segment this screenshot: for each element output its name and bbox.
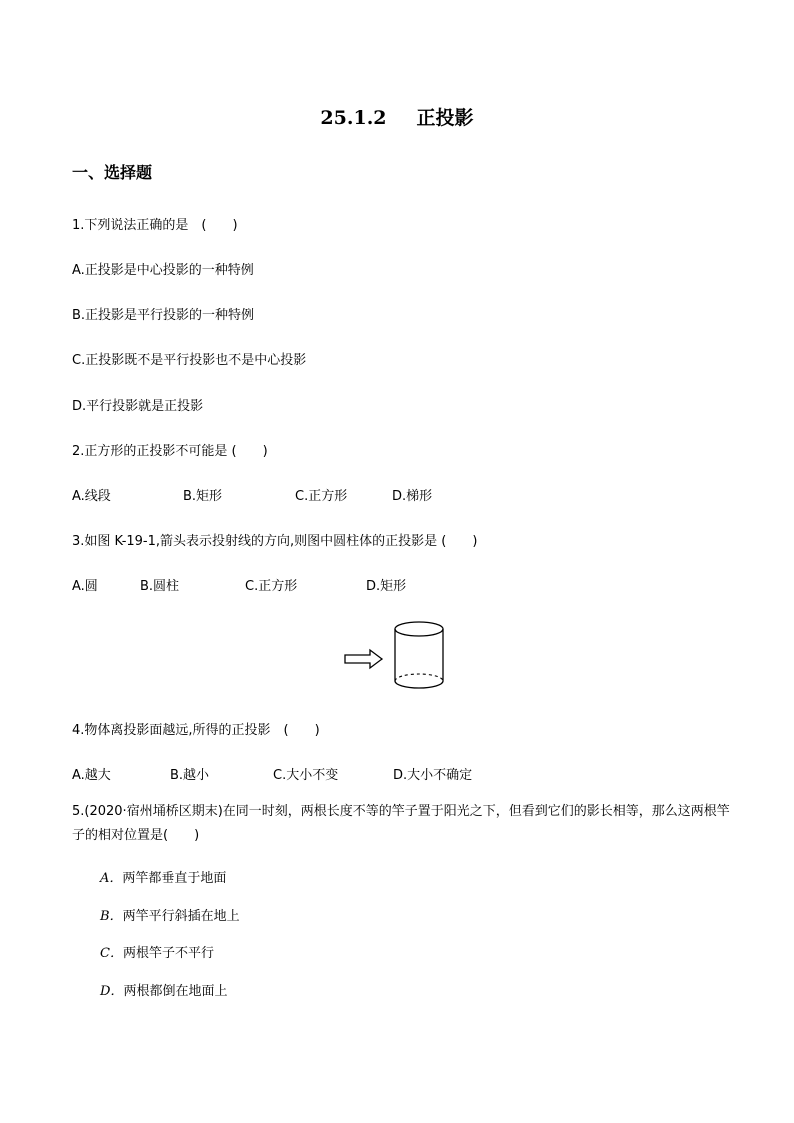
cylinder-icon [395, 622, 443, 688]
question-4-option-d: D.大小不确定 [393, 768, 473, 783]
option-letter: B． [100, 909, 123, 924]
question-5-stem: 5.(2020·宿州埇桥区期末)在同一时刻，两根长度不等的竿子置于阳光之下，但看到它们的影长相等，那么这两根竿子的相对位置是( ) [72, 804, 730, 843]
title-text: 正投影 [416, 107, 474, 129]
option-letter: A． [100, 871, 123, 886]
figure-svg [340, 617, 450, 695]
question-3-option-c: C.正方形 [245, 579, 298, 594]
question-3-option-d: D.矩形 [366, 579, 407, 594]
question-1-option-c: C.正投影既不是平行投影也不是中心投影 [72, 353, 307, 368]
question-4-stem: 4.物体离投影面越远,所得的正投影 ( ) [72, 723, 320, 738]
question-3-stem: 3.如图 K-19-1,箭头表示投射线的方向,则图中圆柱体的正投影是 ( ) [72, 534, 478, 549]
question-1-stem: 1.下列说法正确的是 ( ) [72, 218, 238, 233]
question-2-option-d: D.梯形 [392, 489, 433, 504]
option-text: 两竿平行斜插在地上 [122, 909, 240, 924]
question-5-option-c [100, 942, 214, 961]
question-2-stem: 2.正方形的正投影不可能是 ( ) [72, 444, 268, 459]
question-3-figure [340, 617, 450, 699]
question-2-option-b: B.矩形 [183, 489, 223, 504]
option-text: 两根都倒在地面上 [123, 984, 228, 999]
question-3-option-b: B.圆柱 [140, 579, 180, 594]
question-4-option-c: C.大小不变 [273, 768, 339, 783]
section-heading: 一、选择题 [72, 163, 153, 182]
question-1-option-b: B.正投影是平行投影的一种特例 [72, 308, 255, 323]
question-2-option-c: C.正方形 [295, 489, 348, 504]
arrow-icon [345, 650, 382, 668]
question-5-option-b [100, 905, 240, 924]
question-5-option-d [100, 980, 227, 999]
option-letter: C． [100, 946, 123, 961]
question-2-option-a: A.线段 [72, 489, 111, 504]
page-title [0, 103, 794, 130]
question-3-option-a: A.圆 [72, 579, 98, 594]
question-1-option-a: A.正投影是中心投影的一种特例 [72, 263, 254, 278]
option-text: 两竿都垂直于地面 [122, 871, 227, 886]
option-letter: D． [100, 984, 124, 999]
question-5-option-a [100, 867, 226, 886]
option-text: 两根竿子不平行 [122, 946, 214, 961]
question-4-option-a: A.越大 [72, 768, 111, 783]
question-4-option-b: B.越小 [170, 768, 210, 783]
question-1-option-d: D.平行投影就是正投影 [72, 399, 204, 414]
section-number: 25.1.2 [320, 107, 387, 129]
